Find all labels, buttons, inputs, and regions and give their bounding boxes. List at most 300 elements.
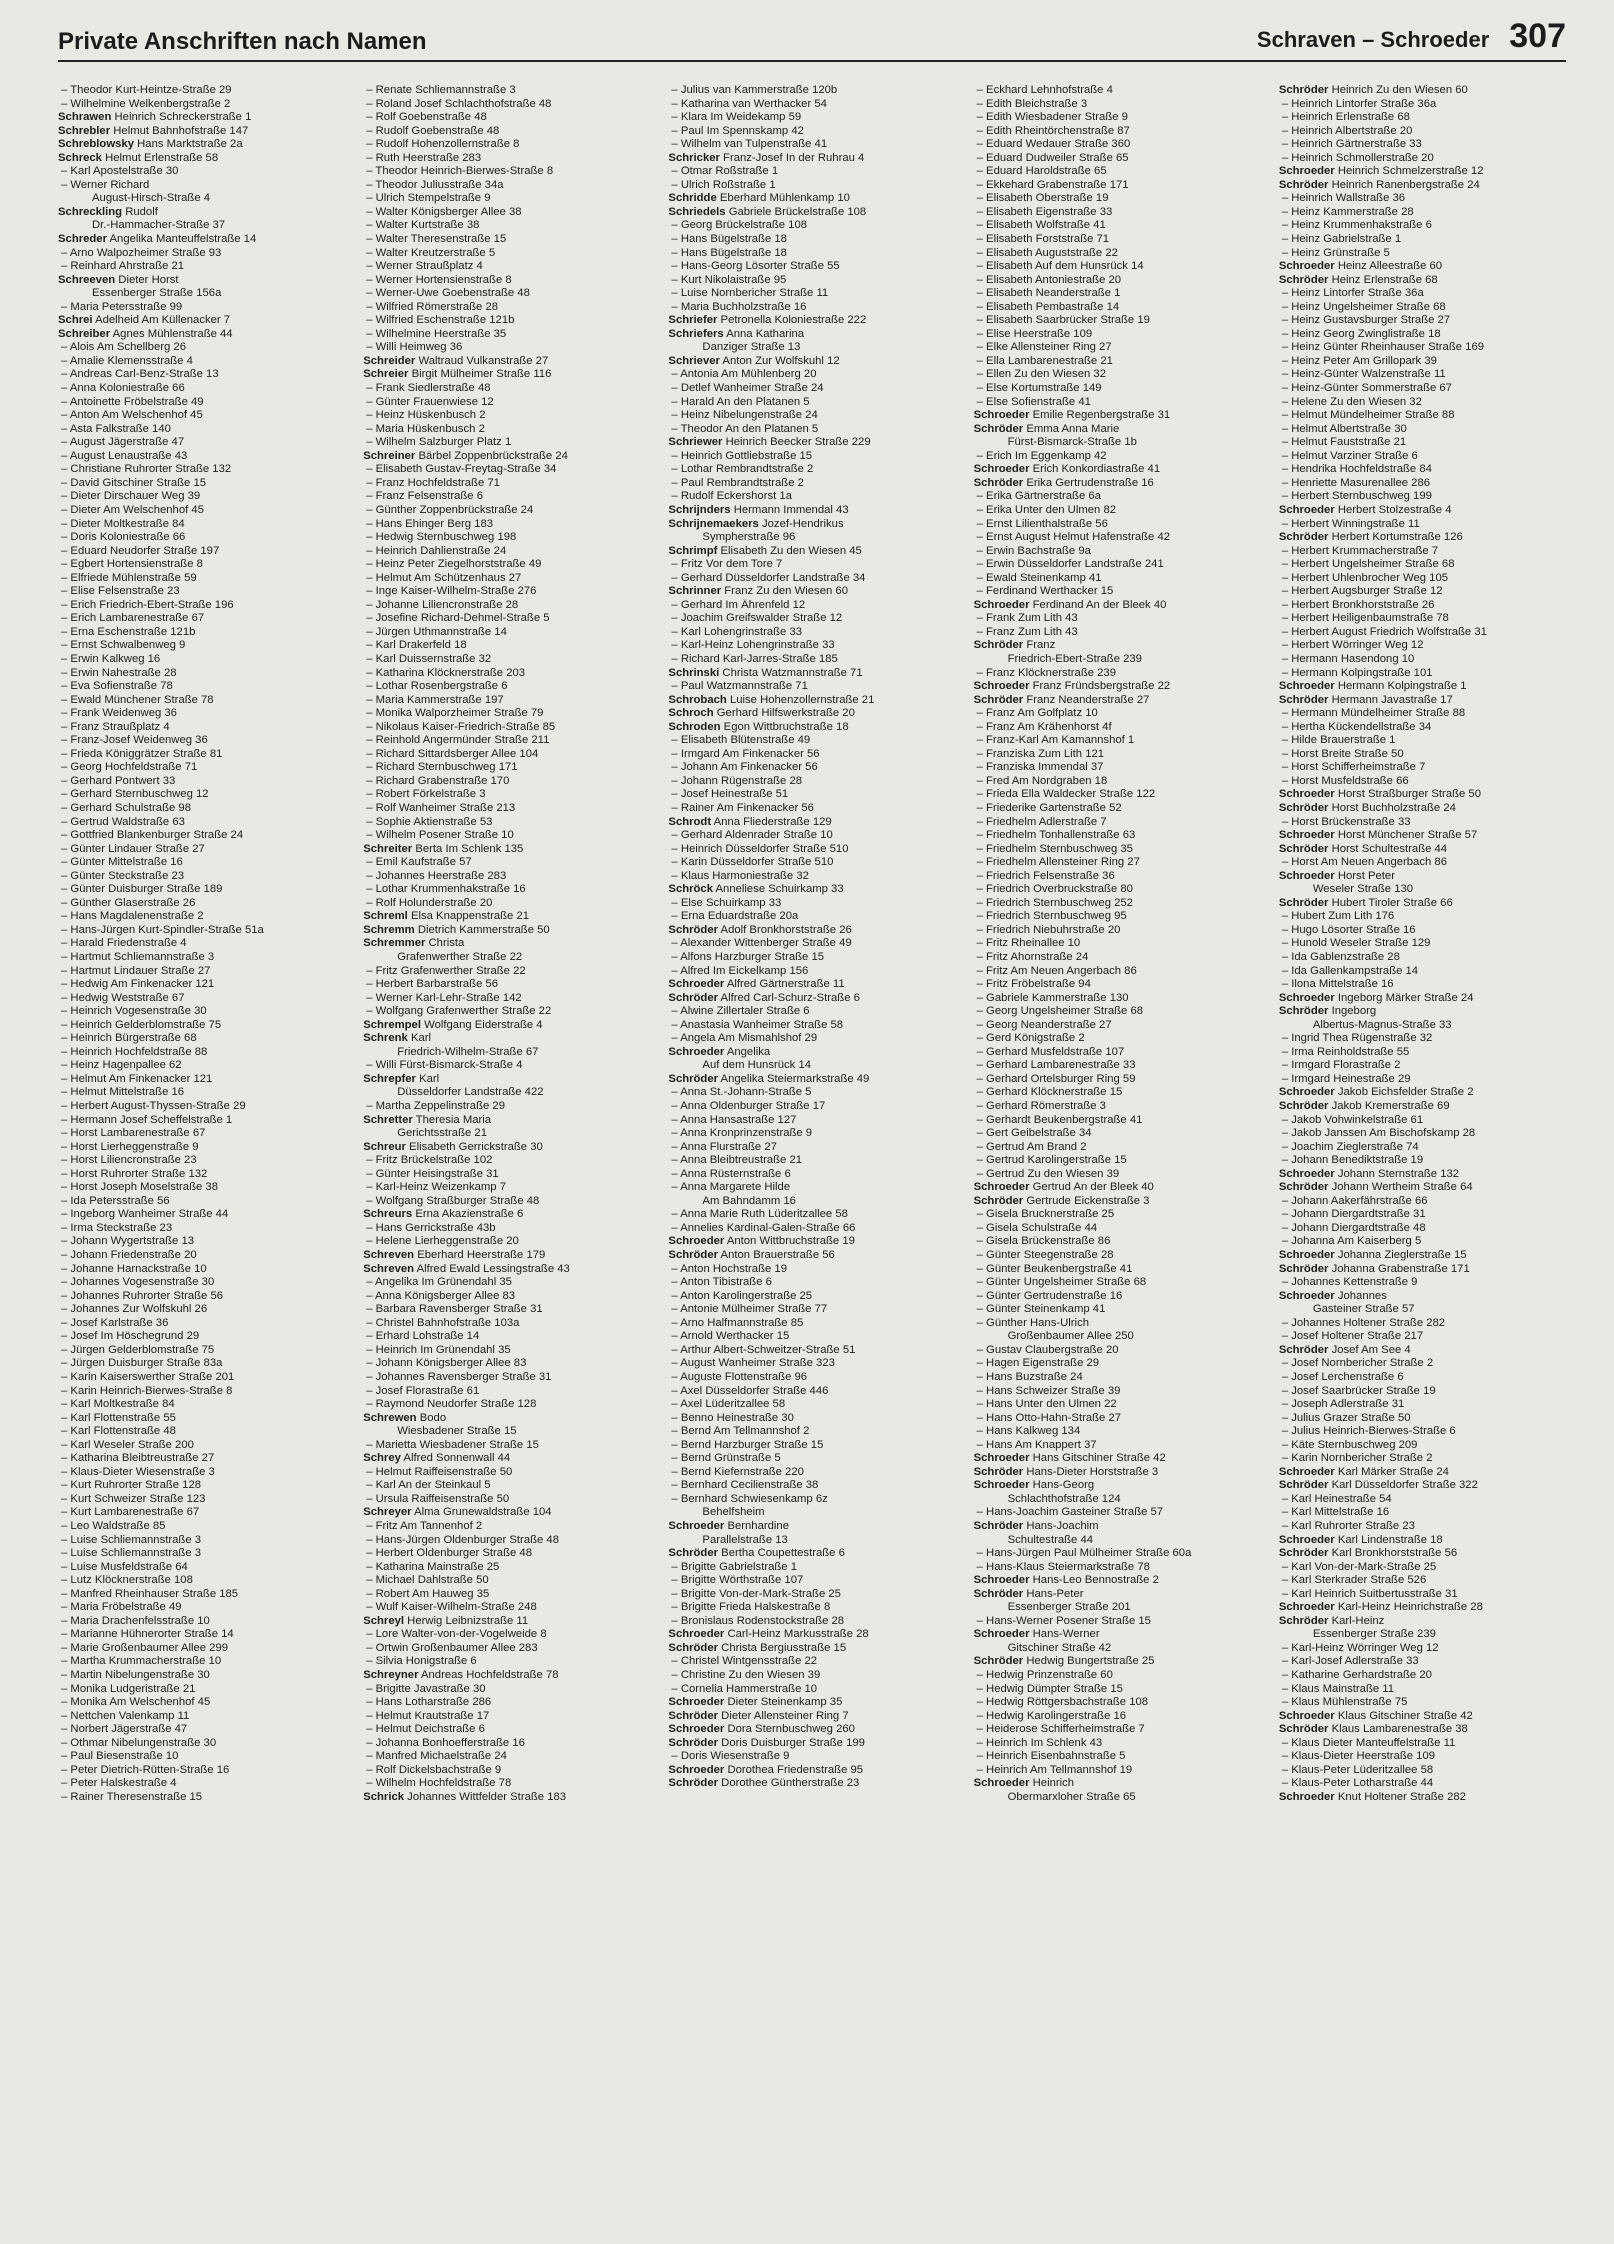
entry-text: Angelika [726, 1045, 771, 1058]
surname: Schreier [363, 368, 409, 381]
directory-entry: – Elisabeth Oberstraße 19 [976, 192, 1109, 205]
entry-text: Horst Am Neuen Angerbach 86 [1291, 856, 1447, 869]
directory-entry: – Benno Heinestraße 30 [671, 1411, 794, 1424]
entry-text: Renate Schliemannstraße 3 [375, 84, 516, 96]
directory-entry: – Helmut Mittelstraße 16 [61, 1086, 185, 1099]
entry-text: Roland Josef Schlachthofstraße 48 [375, 97, 552, 110]
directory-entry: – Heinrich Düsseldorfer Straße 510 [671, 842, 849, 855]
directory-entry: – Karin Kaiserswerther Straße 201 [61, 1370, 235, 1383]
directory-entry: – Arnold Werthacker 15 [671, 1330, 790, 1343]
entry-text: Käte Sternbuschweg 209 [1291, 1438, 1418, 1451]
surname: Schröder [668, 923, 719, 936]
surname: Schröder [1278, 1100, 1329, 1113]
entry-text: Annelies Kardinal-Galen-Straße 66 [680, 1221, 856, 1234]
directory-entry: – Gertrud Karolingerstraße 15 [976, 1154, 1127, 1167]
directory-entry: – Franz-Josef Weidenweg 36 [61, 734, 208, 747]
directory-entry: – Cornelia Hammerstraße 10 [671, 1682, 818, 1695]
entry-text: Günter Steegenstraße 28 [986, 1249, 1114, 1262]
directory-entry [58, 274, 345, 288]
entry-text: Hans Lotharstraße 286 [375, 1696, 492, 1709]
directory-entry: – Heinrich Lintorfer Straße 36a [1281, 97, 1437, 110]
entry-text: Weseler Straße 130 [1312, 883, 1414, 896]
directory-entry: – Günter Ungelsheimer Straße 68 [976, 1276, 1147, 1289]
entry-text: Johann Rügenstraße 28 [680, 774, 803, 787]
directory-entry [1279, 1628, 1566, 1642]
surname: Schröder [668, 1777, 719, 1790]
directory-entry: – Harald Friedenstraße 4 [61, 937, 187, 950]
directory-entry [1279, 829, 1566, 843]
entry-text: Andreas Carl-Benz-Straße 13 [69, 368, 219, 381]
directory-entry: – Friedhelm Tonhallenstraße 63 [976, 829, 1136, 842]
directory-entry: – Egbert Hortensienstraße 8 [61, 558, 203, 571]
directory-entry: – Käte Sternbuschweg 209 [1281, 1438, 1418, 1451]
entry-text: August Wanheimer Straße 323 [680, 1357, 835, 1370]
entry-text: Herwig Leibnizstraße 11 [407, 1614, 529, 1627]
surname: Schreider [363, 354, 416, 367]
entry-text: Johanne Liliencronstraße 28 [375, 598, 519, 611]
entry-text: Werner-Uwe Goebenstraße 48 [375, 287, 530, 300]
directory-entry: – Anna Hansastraße 127 [671, 1113, 797, 1126]
entry-text: Heinz Alleestraße 60 [1337, 260, 1443, 273]
entry-text: Johannes Kettenstraße 9 [1291, 1276, 1418, 1289]
directory-entry: – Ruth Heerstraße 283 [366, 151, 482, 164]
directory-entry: – Peter Dietrich-Rütten-Straße 16 [61, 1763, 230, 1776]
entry-text: Robert Am Hauweg 35 [375, 1587, 490, 1600]
surname: Schröder [1278, 896, 1329, 909]
directory-entry: – Johanne Harnackstraße 10 [61, 1262, 207, 1275]
entry-text: Elisabeth Neanderstraße 1 [986, 287, 1121, 300]
directory-entry: – Brigitte Wörthstraße 107 [671, 1574, 804, 1587]
surname: Schröder [1278, 178, 1329, 191]
entry-text: Karl Mittelstraße 16 [1291, 1506, 1390, 1519]
entry-text: Alois Am Schellberg 26 [69, 341, 186, 354]
directory-entry: – Angelika Im Grünendahl 35 [366, 1276, 512, 1289]
directory-entry: – Theodor Juliusstraße 34a [366, 178, 504, 191]
directory-entry [668, 721, 955, 735]
directory-entry [974, 694, 1261, 708]
entry-text: Klaus Lambarenestraße 38 [1331, 1723, 1468, 1736]
directory-entry [668, 1073, 955, 1087]
directory-entry: – Rolf Goebenstraße 48 [366, 111, 487, 124]
entry-text: Helmut Raiffeisenstraße 50 [375, 1465, 513, 1478]
entry-text: Heinrich Vogesenstraße 30 [70, 1005, 207, 1018]
directory-entry: – Heinz Georg Zwinglistraße 18 [1281, 327, 1441, 340]
entry-text: Johanna Grabenstraße 171 [1331, 1262, 1470, 1275]
directory-entry: – Fritz Brückelstraße 102 [366, 1154, 493, 1167]
entry-text: Günther Glaserstraße 26 [70, 896, 196, 909]
entry-text: Herbert Ungelsheimer Straße 68 [1291, 558, 1455, 571]
entry-text: Karl Lohengrinstraße 33 [680, 625, 803, 638]
entry-text: Dieter Dirschauer Weg 39 [70, 490, 201, 503]
directory-entry: – Walter Königsberger Allee 38 [366, 205, 522, 218]
directory-entry [668, 1520, 955, 1534]
entry-text: Johanna Am Kaiserberg 5 [1291, 1235, 1422, 1248]
entry-text: Adelheid Am Küllenacker 7 [95, 314, 231, 327]
directory-entry: – Gerhard Aldenrader Straße 10 [671, 829, 833, 842]
entry-text: Barbara Ravensberger Straße 31 [375, 1303, 543, 1316]
entry-text: Brigitte Von-der-Mark-Straße 25 [680, 1587, 841, 1600]
directory-entry: – Monika Ludgeristraße 21 [61, 1682, 196, 1695]
directory-entry: – August Wanheimer Straße 323 [671, 1357, 835, 1370]
directory-entry: – Anna Oldenburger Straße 17 [671, 1100, 826, 1113]
directory-entry: – Gisela Brückenstraße 86 [976, 1235, 1111, 1248]
directory-entry: – Hans Ehinger Berg 183 [366, 517, 494, 530]
directory-entry: – Wilfried Römerstraße 28 [366, 300, 499, 313]
directory-entry [668, 667, 955, 681]
directory-entry: – Hermann Mündelheimer Straße 88 [1281, 707, 1466, 720]
entry-text: Heinrich [1032, 1777, 1075, 1790]
entry-text: Josef Heinestraße 51 [680, 788, 789, 801]
entry-text: Herbert Sternbuschweg 199 [1291, 490, 1432, 503]
entry-text: Dr.-Hammacher-Straße 37 [92, 219, 226, 232]
directory-entry: – Doris Wiesenstraße 9 [671, 1750, 790, 1763]
entry-text: Leo Waldstraße 85 [70, 1519, 166, 1532]
entry-text: Knut Holtener Straße 282 [1337, 1790, 1466, 1803]
entry-text: Richard Sternbuschweg 171 [375, 761, 518, 774]
directory-entry: – Ernst Lilienthalstraße 56 [976, 517, 1108, 530]
listing-columns [58, 84, 1566, 2210]
entry-text: Elisabeth Gerrickstraße 30 [409, 1140, 543, 1153]
entry-text: Egon Wittbruchstraße 18 [723, 720, 849, 733]
entry-text: Erika Gertrudenstraße 16 [1026, 476, 1154, 489]
directory-entry: – Lore Walter-von-der-Vogelweide 8 [366, 1628, 547, 1641]
directory-entry: – Herbert Oldenburger Straße 48 [366, 1547, 532, 1560]
directory-entry: – Anna Flurstraße 27 [671, 1140, 777, 1153]
entry-text: Frank Zum Lith 43 [986, 612, 1078, 625]
entry-text: Ferdinand An der Bleek 40 [1032, 598, 1167, 611]
entry-text: Rolf Dickelsbachstraße 9 [375, 1763, 502, 1776]
entry-text: Friedrich Niebuhrstraße 20 [986, 923, 1121, 936]
entry-text: Horst Breite Straße 50 [1291, 747, 1404, 760]
entry-text: Doris Koloniestraße 66 [70, 531, 186, 544]
entry-text: Friedhelm Tonhallenstraße 63 [986, 829, 1136, 842]
directory-entry: – Christel Bahnhofstraße 103a [366, 1316, 520, 1329]
directory-entry: – Heinz-Günter Walzenstraße 11 [1281, 368, 1446, 381]
surname: Schroeder [1278, 829, 1335, 842]
entry-text: Frieda Königgrätzer Straße 81 [70, 747, 223, 760]
directory-entry: – Fritz Vor dem Tore 7 [671, 558, 783, 571]
entry-text: Doris Duisburger Straße 199 [721, 1736, 865, 1749]
directory-entry: – Friedrich Felsenstraße 36 [976, 869, 1115, 882]
entry-text: Horst Lierheggenstraße 9 [70, 1140, 199, 1153]
surname: Schrinski [668, 666, 720, 679]
entry-text: Dieter Am Welschenhof 45 [70, 503, 204, 516]
directory-entry: – Paul Watzmannstraße 71 [671, 680, 808, 693]
entry-text: Alfred Im Eickelkamp 156 [680, 964, 809, 977]
directory-entry: – Günter Frauenwiese 12 [366, 395, 494, 408]
entry-text: Karl Moltkestraße 84 [70, 1398, 175, 1411]
directory-entry: – Herbert August-Thyssen-Straße 29 [61, 1100, 246, 1113]
directory-entry: – Heinz Peter Am Grillopark 39 [1281, 354, 1437, 367]
entry-text: Lutz Klöcknerstraße 108 [70, 1574, 193, 1587]
entry-text: Heinz Günter Rheinhauser Straße 169 [1291, 341, 1485, 354]
directory-entry: – Else Schuirkamp 33 [671, 896, 782, 909]
surname: Schreiner [363, 449, 416, 462]
entry-text: Wulf Kaiser-Wilhelm-Straße 248 [375, 1601, 537, 1614]
entry-text: Erna Eduardstraße 20a [680, 910, 799, 923]
entry-text: Bärbel Zoppenbrückstraße 24 [418, 449, 568, 462]
directory-entry: – Werner Karl-Lehr-Straße 142 [366, 991, 522, 1004]
directory-entry: – Ulrich Roßstraße 1 [671, 178, 776, 191]
directory-entry: – Friedrich Niebuhrstraße 20 [976, 923, 1121, 936]
entry-text: Essenberger Straße 201 [1007, 1601, 1131, 1614]
entry-text: Katharina Klöcknerstraße 203 [375, 666, 526, 679]
entry-text: Josef Lerchenstraße 6 [1291, 1370, 1404, 1383]
entry-text: Gertrud Zu den Wiesen 39 [986, 1167, 1120, 1180]
directory-entry: – Reinhold Angermünder Straße 211 [366, 734, 550, 747]
directory-entry: – Joachim Zieglerstraße 74 [1281, 1140, 1419, 1153]
entry-text: Hedwig Bungertstraße 25 [1026, 1655, 1155, 1668]
surname: Schriever [668, 354, 720, 367]
directory-entry: – David Gitschiner Straße 15 [61, 476, 207, 489]
directory-entry: – Elisabeth Blütenstraße 49 [671, 734, 811, 747]
directory-entry: – Elisabeth Pembastraße 14 [976, 300, 1120, 313]
entry-text: Johannes [1337, 1289, 1387, 1302]
entry-text: Hans Am Knappert 37 [986, 1438, 1097, 1451]
directory-entry: – Erhard Lohstraße 14 [366, 1330, 480, 1343]
surname: Schroeder [1278, 788, 1335, 801]
surname: Schröck [668, 883, 713, 896]
directory-entry: – Horst Brückenstraße 33 [1281, 815, 1411, 828]
entry-text: Auf dem Hunsrück 14 [702, 1059, 812, 1072]
directory-entry: – Ida Petersstraße 56 [61, 1194, 170, 1207]
entry-text: Herbert Heiligenbaumstraße 78 [1291, 612, 1449, 625]
entry-text: Anna Koloniestraße 66 [69, 382, 185, 395]
entry-text: Eduard Dudweiler Straße 65 [986, 151, 1129, 164]
entry-text: Klaus Dieter Manteuffelstraße 11 [1291, 1736, 1456, 1749]
directory-entry [363, 1141, 650, 1155]
entry-text: Inge Kaiser-Wilhelm-Straße 276 [375, 585, 537, 598]
directory-entry [1279, 1181, 1566, 1195]
entry-text: Johann Aakerfährstraße 66 [1291, 1194, 1428, 1207]
entry-text: Hans Buzstraße 24 [986, 1370, 1083, 1383]
surname: Schrodt [668, 815, 712, 828]
entry-text: Johanna Bonhoefferstraße 16 [375, 1736, 525, 1749]
directory-entry: – Arno Walpozheimer Straße 93 [61, 246, 222, 259]
directory-entry [668, 992, 955, 1006]
entry-text: Karl Flottenstraße 55 [70, 1411, 176, 1424]
directory-entry: – Antonia Am Mühlenberg 20 [671, 368, 817, 381]
entry-text: Brigitte Gabrielstraße 1 [680, 1560, 797, 1573]
directory-entry: – Karl Sterkrader Straße 526 [1281, 1574, 1427, 1587]
entry-text: Johann Wygertstraße 13 [70, 1235, 195, 1248]
entry-text: Johann Königsberger Allee 83 [375, 1357, 527, 1370]
entry-text: Karl Heinrich Suitbertusstraße 31 [1291, 1587, 1458, 1600]
directory-entry: – Asta Falkstraße 140 [61, 422, 171, 435]
directory-entry: – Hans-Jürgen Kurt-Spindler-Straße 51a [61, 923, 264, 936]
directory-entry: – Christiane Ruhrorter Straße 132 [61, 463, 232, 476]
directory-entry [1279, 992, 1566, 1006]
directory-entry: – Hermann Kolpingstraße 101 [1281, 666, 1433, 679]
entry-text: Antonia Am Mühlenberg 20 [680, 368, 817, 381]
directory-entry: – Johann Wygertstraße 13 [61, 1235, 195, 1248]
entry-text: Heinrich Gelderblomstraße 75 [70, 1018, 222, 1031]
entry-text: Günter Beukenbergstraße 41 [986, 1262, 1133, 1275]
directory-entry: – Walter Kurtstraße 38 [366, 219, 480, 232]
directory-entry: – Hans Lotharstraße 286 [366, 1696, 492, 1709]
entry-text: Helene Lierheggenstraße 20 [375, 1235, 519, 1248]
surname: Schrebler [58, 124, 111, 137]
directory-entry: – Franz Am Krähenhorst 4f [976, 720, 1112, 733]
directory-entry: – Günter Lindauer Straße 27 [61, 842, 205, 855]
entry-text: Brigitte Javastraße 30 [375, 1682, 486, 1695]
directory-entry: – Frieda Ella Waldecker Straße 122 [976, 788, 1156, 801]
entry-text: Monika Ludgeristraße 21 [70, 1682, 196, 1695]
entry-text: Heinrich Im Grünendahl 35 [375, 1343, 511, 1356]
entry-text: Karl Lindenstraße 18 [1337, 1533, 1443, 1546]
surname: Schröder [973, 476, 1024, 489]
entry-text: Elisabeth Pembastraße 14 [986, 300, 1120, 313]
entry-text: Horst Ruhrorter Straße 132 [70, 1167, 208, 1180]
entry-text: Norbert Jägerstraße 47 [70, 1723, 188, 1736]
directory-entry [1279, 1466, 1566, 1480]
surname: Schreurs [363, 1208, 413, 1221]
directory-entry [1279, 802, 1566, 816]
entry-text: Emilie Regenbergstraße 31 [1032, 409, 1171, 422]
entry-text: Gustav Claubergstraße 20 [986, 1343, 1119, 1356]
directory-entry: – Brigitte Javastraße 30 [366, 1682, 486, 1695]
directory-entry: – Hunold Weseler Straße 129 [1281, 937, 1431, 950]
directory-entry: – Bernd Grünstraße 5 [671, 1452, 781, 1465]
surname: Schröder [1278, 1181, 1329, 1194]
entry-text: Klaus Mühlenstraße 75 [1291, 1696, 1408, 1709]
surname: Schroeder [1278, 165, 1335, 178]
directory-entry: – Georg Brückelstraße 108 [671, 219, 808, 232]
directory-entry: – Jakob Vohwinkelstraße 61 [1281, 1113, 1424, 1126]
entry-text: Erwin Bachstraße 9a [986, 544, 1091, 557]
surname: Schroeder [1278, 503, 1335, 516]
directory-entry: – Peter Halskestraße 4 [61, 1777, 177, 1790]
entry-text: Ferdinand Werthacker 15 [986, 585, 1114, 598]
directory-entry: – Friedrich Sternbuschweg 95 [976, 910, 1127, 923]
surname: Schreckling [58, 205, 123, 218]
entry-text: Wilhelm Posener Straße 10 [375, 829, 514, 842]
directory-entry: – Karl Flottenstraße 55 [61, 1411, 176, 1424]
directory-entry: – Franziska Immendal 37 [976, 761, 1104, 774]
directory-entry: – Irmgard Heinestraße 29 [1281, 1072, 1411, 1085]
directory-entry: – Ewald Steinenkamp 41 [976, 571, 1102, 584]
surname: Schröder [973, 1519, 1024, 1532]
entry-text: Hans-Joachim [1026, 1519, 1099, 1532]
listing-column-1 [58, 84, 345, 2210]
entry-text: Helmut Krautstraße 17 [375, 1709, 490, 1722]
directory-entry: – Inge Kaiser-Wilhelm-Straße 276 [366, 585, 537, 598]
directory-entry: – Helmut Am Finkenacker 121 [61, 1072, 213, 1085]
directory-entry: – Fritz Am Tannenhof 2 [366, 1519, 483, 1532]
directory-entry: – Luise Schliemannstraße 3 [61, 1547, 202, 1560]
entry-text: Heinrich Dahlienstraße 24 [375, 544, 507, 557]
directory-entry: – Heinrich Hochfeldstraße 88 [61, 1045, 208, 1058]
entry-text: Ernst Lilienthalstraße 56 [986, 517, 1108, 530]
entry-text: Agnes Mühlenstraße 44 [112, 327, 233, 340]
directory-entry: – Elisabeth Forststraße 71 [976, 233, 1110, 246]
directory-entry: – Marie Großenbaumer Allee 299 [61, 1641, 229, 1654]
entry-text: Herbert August-Thyssen-Straße 29 [70, 1100, 246, 1113]
directory-entry: – Martha Zeppelinstraße 29 [366, 1100, 505, 1113]
directory-entry: – Johann Aakerfährstraße 66 [1281, 1194, 1428, 1207]
entry-text: Rudolf [125, 205, 158, 218]
directory-entry [668, 436, 955, 450]
entry-text: Herbert Winningstraße 11 [1291, 517, 1420, 530]
entry-text: Elisabeth Gustav-Freytag-Straße 34 [375, 463, 557, 476]
entry-text: Elisabeth Oberstraße 19 [986, 192, 1109, 205]
entry-text: Horst Liliencronstraße 23 [70, 1154, 197, 1167]
entry-text: Horst Musfeldstraße 66 [1291, 774, 1409, 787]
directory-entry [668, 1628, 955, 1642]
entry-text: Hans-Jürgen Kurt-Spindler-Straße 51a [70, 923, 264, 936]
directory-entry: – Karl-Josef Adlerstraße 33 [1281, 1655, 1419, 1668]
surname: Schreyer [363, 1506, 412, 1519]
entry-text: Hubert Tiroler Straße 66 [1331, 896, 1453, 909]
directory-entry: – Heinrich Gelderblomstraße 75 [61, 1018, 222, 1031]
directory-entry: – Jürgen Duisburger Straße 83a [61, 1357, 223, 1370]
directory-entry: – Anna Margarete Hilde [671, 1181, 791, 1194]
directory-entry: – Karl Heinestraße 54 [1281, 1492, 1392, 1505]
entry-text: Helmut Bahnhofstraße 147 [113, 124, 249, 137]
entry-text: Hans Kalkweg 134 [986, 1425, 1081, 1438]
entry-text: Hermann Hasendong 10 [1291, 652, 1415, 665]
directory-entry: – Ella Lambarenestraße 21 [976, 354, 1113, 367]
entry-text: Franz-Josef In der Ruhrau 4 [723, 151, 865, 164]
directory-entry: – Johanna Am Kaiserberg 5 [1281, 1235, 1422, 1248]
entry-text: Silvia Honigstraße 6 [375, 1655, 477, 1668]
directory-entry [974, 1574, 1261, 1588]
directory-entry [974, 1791, 1261, 1805]
entry-text: Fritz Am Neuen Angerbach 86 [986, 964, 1137, 977]
entry-text: Horst Joseph Moselstraße 38 [70, 1181, 218, 1194]
directory-entry: – Maria Hüskenbusch 2 [366, 422, 485, 435]
directory-entry: – Otmar Roßstraße 1 [671, 165, 779, 178]
entry-text: Bernd Grünstraße 5 [680, 1452, 781, 1465]
directory-entry: – Erna Eduardstraße 20a [671, 910, 799, 923]
entry-text: Düsseldorfer Landstraße 422 [397, 1086, 544, 1099]
entry-text: Else Sofienstraße 41 [986, 395, 1091, 408]
directory-entry: – Hertha Kückendellstraße 34 [1281, 720, 1432, 733]
surname: Schröder [1278, 1547, 1329, 1560]
surname: Schriedels [668, 205, 726, 218]
directory-entry: – Karin Nornbericher Straße 2 [1281, 1452, 1433, 1465]
entry-text: Eberhard Mühlenkamp 10 [719, 192, 850, 205]
entry-text: Jürgen Duisburger Straße 83a [70, 1357, 223, 1370]
directory-entry: – Franz Straußplatz 4 [61, 720, 170, 733]
directory-entry: – Rolf Wanheimer Straße 213 [366, 801, 516, 814]
directory-entry: – Dieter Am Welschenhof 45 [61, 503, 204, 516]
directory-entry: – Elisabeth Wolfstraße 41 [976, 219, 1106, 232]
surname: Schroeder [973, 598, 1030, 611]
entry-text: Friedhelm Allensteiner Ring 27 [986, 856, 1140, 869]
directory-entry [668, 355, 955, 369]
entry-text: Heinrich Schreckerstraße 1 [114, 111, 252, 124]
entry-text: Theresia Maria [415, 1113, 492, 1126]
entry-text: Jürgen Uthmannstraße 14 [375, 625, 507, 638]
entry-text: Christiane Ruhrorter Straße 132 [70, 463, 232, 476]
entry-text: Gerhard Musfeldstraße 107 [986, 1045, 1125, 1058]
surname: Schröder [973, 422, 1024, 435]
directory-entry: – Josef Heinestraße 51 [671, 788, 789, 801]
directory-entry: – Monika Am Welschenhof 45 [61, 1696, 211, 1709]
directory-entry [668, 585, 955, 599]
entry-text: Harald An den Platanen 5 [680, 395, 810, 408]
directory-entry: – Annelies Kardinal-Galen-Straße 66 [671, 1221, 856, 1234]
directory-entry: – Amalie Klemensstraße 4 [61, 354, 193, 367]
entry-text: Brigitte Wörthstraße 107 [680, 1574, 804, 1587]
entry-text: Christel Wintgensstraße 22 [680, 1655, 818, 1668]
directory-entry [1279, 1249, 1566, 1263]
entry-text: Friedrich-Wilhelm-Straße 67 [397, 1045, 539, 1058]
entry-text: Obermarxloher Straße 65 [1007, 1790, 1136, 1803]
directory-entry [974, 1452, 1261, 1466]
directory-entry: – Christel Wintgensstraße 22 [671, 1655, 818, 1668]
